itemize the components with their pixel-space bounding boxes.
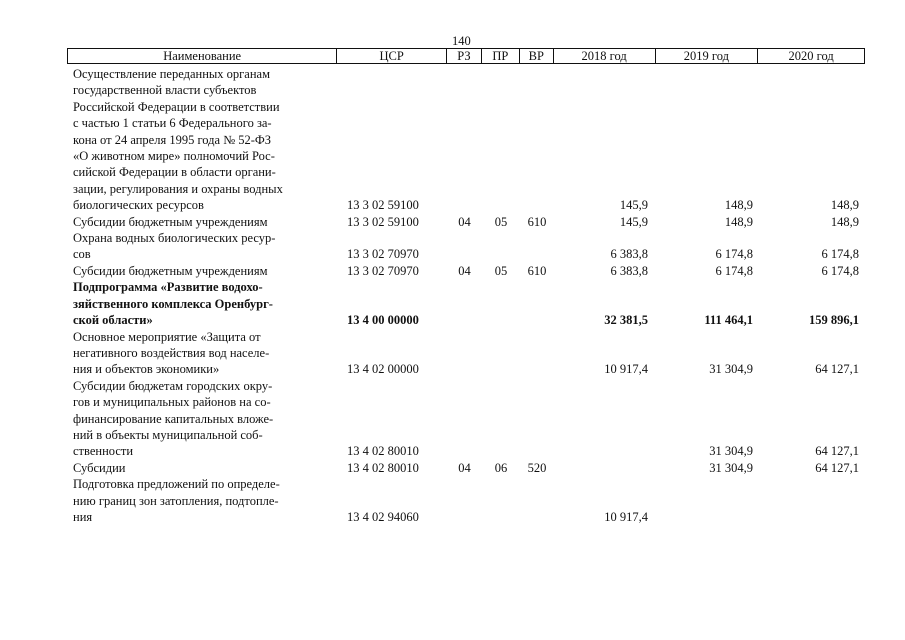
row-2018: 32 381,5	[604, 313, 648, 328]
row-2018: 145,9	[619, 214, 648, 229]
table-row	[67, 329, 865, 378]
header-name: Наименование	[68, 49, 337, 63]
row-2019: 111 464,1	[704, 313, 753, 328]
row-2020: 148,9	[830, 198, 859, 213]
header-vr: ВР	[520, 49, 554, 63]
row-name: Подпрограмма «Развитие водохо- зяйственного комплекса Оренбург- ской области»	[73, 280, 273, 328]
row-2020: 148,9	[830, 214, 859, 229]
row-2019: 148,9	[724, 214, 753, 229]
row-2020: 6 174,8	[821, 247, 859, 262]
row-pr: 05	[494, 263, 508, 278]
row-2020: 64 127,1	[815, 362, 859, 377]
row-name: Охрана водных биологических ресур- сов	[73, 231, 276, 262]
row-2020: 64 127,1	[815, 444, 859, 459]
table-row	[67, 378, 865, 460]
row-2018: 10 917,4	[604, 362, 648, 377]
row-name: Субсидии	[73, 460, 126, 475]
table-row	[67, 460, 865, 476]
row-2018: 6 383,8	[610, 247, 648, 262]
row-csr: 13 4 02 00000	[347, 362, 419, 377]
row-name: Субсидии бюджетным учреждениям	[73, 263, 268, 278]
table-body	[67, 66, 865, 525]
row-csr: 13 3 02 70970	[347, 263, 419, 278]
table-row	[67, 214, 865, 230]
row-name: Подготовка предложений по определе- нию границ зон затопления, подтопле- ния	[73, 477, 280, 524]
row-2019: 31 304,9	[709, 444, 753, 459]
row-2019: 148,9	[724, 198, 753, 213]
header-year-2019: 2019 год	[656, 49, 759, 63]
header-csr: ЦСР	[337, 49, 447, 63]
row-name: Основное мероприятие «Защита от негативного воздействия вод населе- ния и объектов экономики»	[73, 329, 270, 377]
table-row	[67, 66, 865, 214]
row-2019: 6 174,8	[715, 263, 753, 278]
row-2020: 6 174,8	[821, 263, 859, 278]
row-2018: 145,9	[619, 198, 648, 213]
row-csr: 13 4 02 94060	[347, 509, 419, 524]
row-vr: 610	[527, 214, 547, 229]
row-rz: 04	[458, 460, 471, 475]
table-header	[67, 48, 865, 64]
row-name: Субсидии бюджетным учреждениям	[73, 214, 268, 229]
row-vr: 610	[527, 263, 547, 278]
table-row	[67, 263, 865, 279]
row-2019: 6 174,8	[715, 247, 753, 262]
row-name: Осуществление переданных органам государственной власти субъектов Российской Федерации в соответствии с частью 1 статьи 6 Федерального за- кона от 24 апреля 1995 года № 52-ФЗ «О животном мире» полномочий Рос- сийской Федерации в области органи- зации, регулирования и охраны водных биологических ресурсов	[73, 67, 283, 213]
row-csr: 13 4 02 80010	[347, 460, 419, 475]
row-csr: 13 3 02 70970	[347, 247, 419, 262]
row-csr: 13 4 02 80010	[347, 444, 419, 459]
header-rz: РЗ	[447, 49, 482, 63]
table-row	[67, 476, 865, 525]
row-pr: 05	[494, 214, 508, 229]
header-year-2020: 2020 год	[788, 49, 834, 63]
table-row	[67, 279, 865, 328]
budget-table	[67, 48, 865, 525]
row-name: Субсидии бюджетам городских окру- гов и муниципальных районов на со- финансирование капитальных вложе- ний в объекты муниципальной соб- ственности	[73, 378, 274, 459]
row-csr: 13 3 02 59100	[347, 214, 419, 229]
row-rz: 04	[458, 214, 471, 229]
page-number: 140	[452, 34, 471, 48]
row-pr: 06	[494, 460, 508, 475]
row-2019: 31 304,9	[709, 362, 753, 377]
row-csr: 13 4 00 00000	[347, 313, 419, 328]
row-2020: 159 896,1	[809, 313, 859, 328]
row-rz: 04	[458, 263, 471, 278]
header-pr: ПР	[482, 49, 520, 63]
row-2020: 64 127,1	[815, 460, 859, 475]
row-vr: 520	[527, 460, 547, 475]
row-2018: 10 917,4	[604, 509, 648, 524]
header-year-2018: 2018 год	[554, 49, 656, 63]
table-row	[67, 230, 865, 263]
row-2019: 31 304,9	[709, 460, 753, 475]
row-csr: 13 3 02 59100	[347, 198, 419, 213]
row-2018: 6 383,8	[610, 263, 648, 278]
